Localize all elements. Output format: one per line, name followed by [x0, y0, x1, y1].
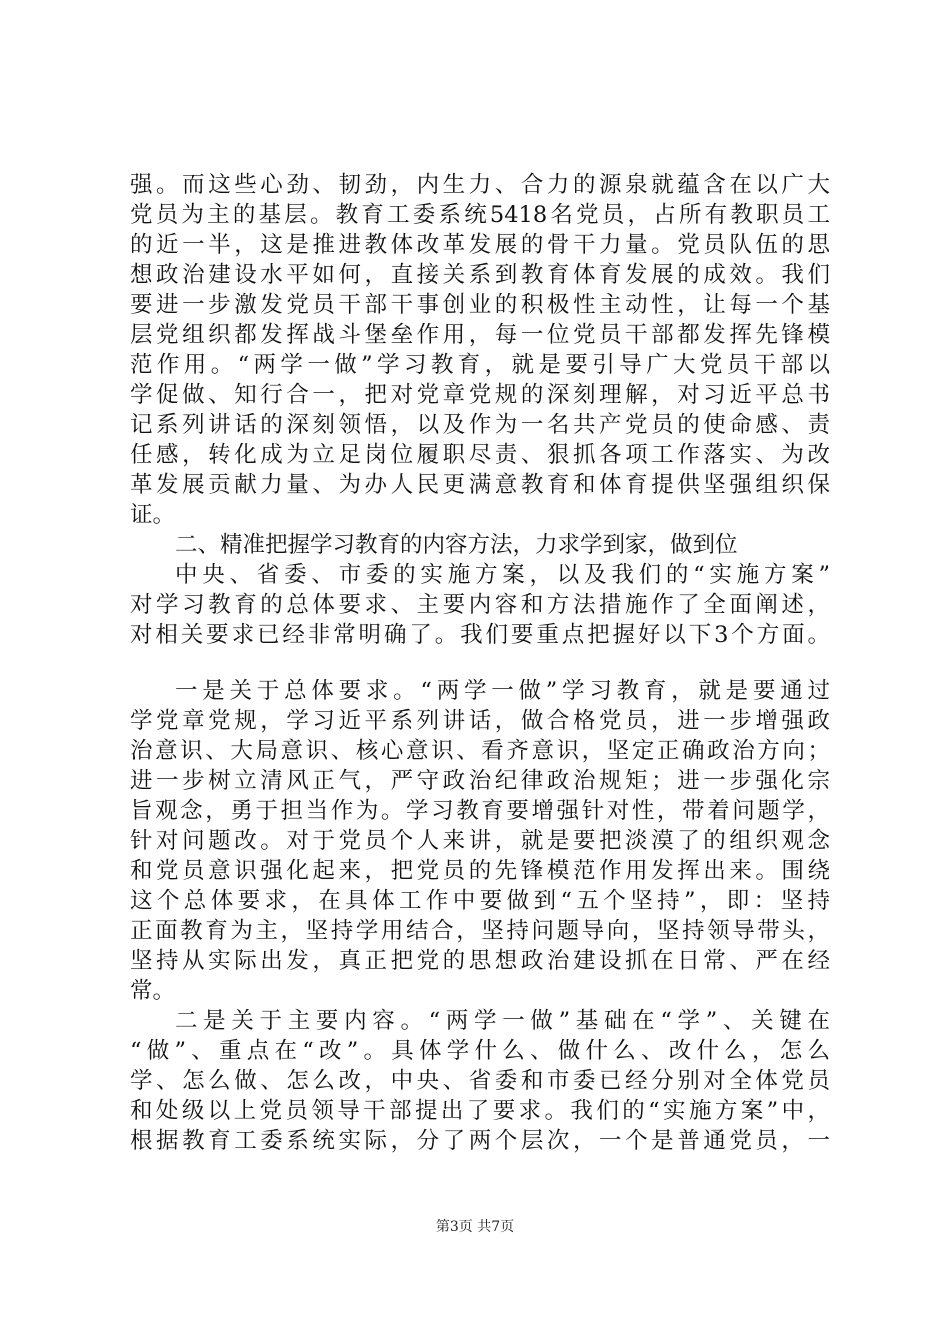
- text-line: 革发展贡献力量、为办人民更满意教育和体育提供坚强组织保: [130, 472, 830, 498]
- paragraph-1: [130, 170, 830, 530]
- text-line: 针对问题改。对于党员个人来讲，就是要把淡漠了的组织观念: [130, 828, 830, 854]
- text-line: 对相关要求已经非常明确了。我们要重点把握好以下3个方面。: [130, 622, 830, 648]
- text-line: 根据教育工委系统实际，分了两个层次，一个是普通党员，一: [130, 1128, 830, 1154]
- text-line: 范作用。“两学一做”学习教育，就是要引导广大党员干部以: [130, 352, 830, 378]
- page-number-footer: 第3页 共7页: [435, 1219, 515, 1235]
- text-line: 记系列讲话的深刻领悟，以及作为一名共产党员的使命感、责: [130, 412, 830, 438]
- text-line: 对学习教育的总体要求、主要内容和方法措施作了全面阐述，: [130, 592, 830, 618]
- text-line: “做”、重点在“改”。具体学什么、做什么、改什么，怎么: [130, 1038, 830, 1064]
- text-line: 学、怎么做、怎么改，中央、省委和市委已经分别对全体党员: [130, 1068, 830, 1094]
- text-line: 的近一半，这是推进教体改革发展的骨干力量。党员队伍的思: [130, 232, 830, 258]
- text-line: 一是关于总体要求。“两学一做”学习教育，就是要通过: [175, 678, 830, 704]
- document-body: [130, 170, 830, 1156]
- text-line: 任感，转化成为立足岗位履职尽责、狠抓各项工作落实、为改: [130, 442, 830, 468]
- paragraph-3: [130, 676, 830, 1006]
- text-line: 党员为主的基层。教育工委系统5418名党员，占所有教职员工: [130, 202, 830, 228]
- text-line: 层党组织都发挥战斗堡垒作用，每一位党员干部都发挥先锋模: [130, 322, 830, 348]
- text-line: 正面教育为主，坚持学用结合，坚持问题导向，坚持领导带头，: [130, 918, 830, 944]
- text-line: 中央、省委、市委的实施方案，以及我们的“实施方案”: [175, 562, 830, 588]
- text-line: 旨观念，勇于担当作为。学习教育要增强针对性，带着问题学，: [130, 798, 830, 824]
- text-line: 要进一步激发党员干部干事创业的积极性主动性，让每一个基: [130, 292, 830, 318]
- paragraph-4: [130, 1006, 830, 1156]
- paragraph-gap: [130, 650, 830, 676]
- text-line: 和处级以上党员领导干部提出了要求。我们的“实施方案”中，: [130, 1098, 830, 1124]
- text-line: 证。: [130, 502, 176, 528]
- text-line: 想政治建设水平如何，直接关系到教育体育发展的成效。我们: [130, 262, 830, 288]
- text-line: 坚持从实际出发，真正把党的思想政治建设抓在日常、严在经: [130, 948, 830, 974]
- text-line: 和党员意识强化起来，把党员的先锋模范作用发挥出来。围绕: [130, 858, 830, 884]
- text-line: 学党章党规，学习近平系列讲话，做合格党员，进一步增强政: [130, 708, 830, 734]
- text-line: 强。而这些心劲、韧劲，内生力、合力的源泉就蕴含在以广大: [130, 172, 830, 198]
- text-line: 进一步树立清风正气，严守政治纪律政治规矩；进一步强化宗: [130, 768, 830, 794]
- text-line: 二是关于主要内容。“两学一做”基础在“学”、关键在: [175, 1008, 830, 1034]
- paragraph-2: [130, 560, 830, 650]
- text-line: 治意识、大局意识、核心意识、看齐意识，坚定正确政治方向；: [130, 738, 830, 764]
- text-line: 常。: [130, 978, 176, 1004]
- section-heading: 二、精准把握学习教育的内容方法，力求学到家，做到位: [175, 532, 738, 558]
- text-line: 学促做、知行合一，把对党章党规的深刻理解，对习近平总书: [130, 382, 830, 408]
- text-line: 这个总体要求，在具体工作中要做到“五个坚持”，即：坚持: [130, 888, 830, 914]
